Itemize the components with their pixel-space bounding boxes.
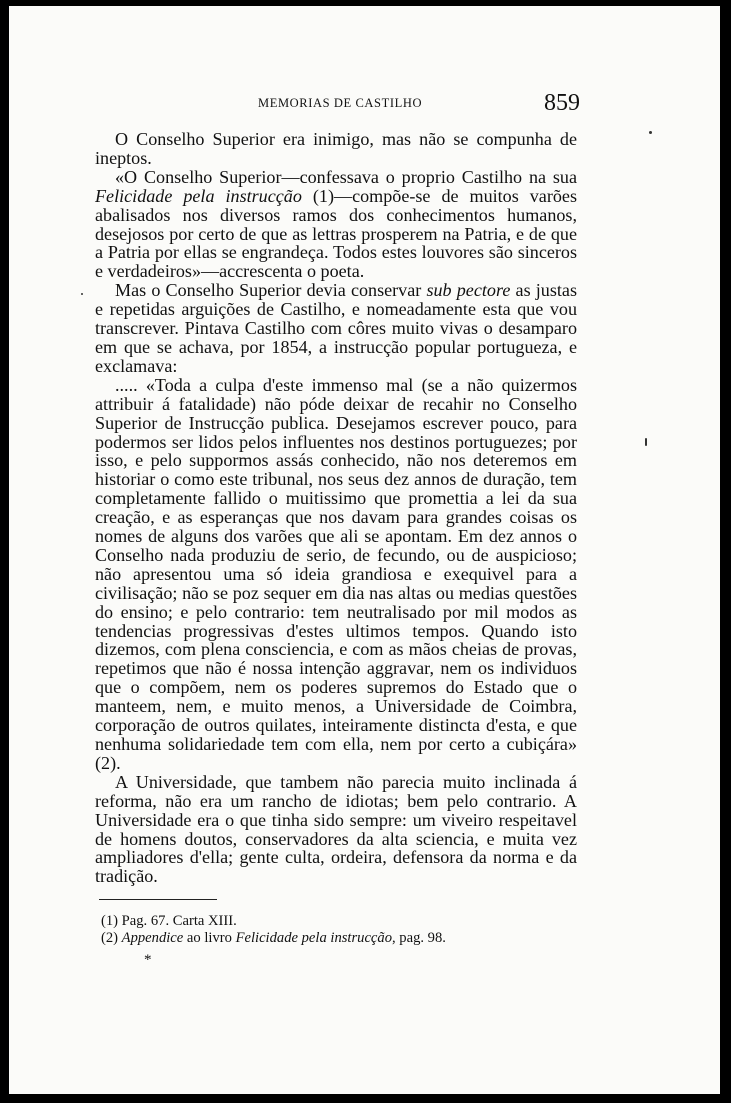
page-header bbox=[9, 90, 720, 120]
footnote-2-num: (2) bbox=[101, 930, 122, 946]
footnotes bbox=[101, 913, 571, 947]
book-title: Felicidade pela instrucção bbox=[95, 185, 302, 206]
paper-speck bbox=[649, 131, 652, 134]
footnote-divider bbox=[99, 899, 217, 900]
paragraph-2-text-a: «O Conselho Superior—confessava o proprio Castilho na sua bbox=[115, 166, 577, 187]
paragraph-3-text-a: Mas o Conselho Superior devia conservar bbox=[115, 280, 427, 301]
block-quote: ..... «Toda a culpa d'este immenso mal (se a não quizermos attribuir á fatalidade) não póde deixar de recahir no Conselho Superior de Instrucção publica. Desejamos escrever pouco, para podermos ser lidos pelos influentes nos destinos portuguezes; por isso, e pelo suppormos assás conhecido, não nos deteremos em historiar o como este tribunal, nos seus dez annos de duração, tem completamente fallido o muitissimo que promettia a lei da sua creação, e as esperanças que nos davam para grandes coisas os nomes de alguns dos varões que ali se apontam. Em dez annos o Conselho nada produziu de serio, de fecundo, ou de auspicioso; não apresentou uma só ideia grandiosa e exequivel para a civilisação; não se poz sequer em dia nas altas ou medias questões do ensino; e pelo contrario: tem neutralisado por mil modos as tendencias progressivas d'estes ultimos tempos. Quando isto dizemos, com plena consciencia, e com as mãos cheias de provas, repetimos que não é nossa intenção aggravar, nem os individuos que o compõem, nem os poderes supremos do Estado que o manteem, nem, e muito menos, a Universidade de Coimbra, corporação de outros quilates, inteiramente distincta d'esta, e que nenhuma solidariedade tem com ella, nem por certo a cubiçára» (2). bbox=[95, 374, 577, 773]
footnote-2-mid: ao livro bbox=[183, 930, 236, 946]
page-number: 859 bbox=[544, 90, 580, 116]
footnote-2 bbox=[101, 930, 571, 947]
latin-phrase: sub pectore bbox=[426, 280, 511, 301]
signature-mark: * bbox=[144, 952, 152, 968]
paper-speck bbox=[81, 293, 83, 295]
book-page bbox=[9, 6, 720, 1094]
footnote-1: (1) Pag. 67. Carta XIII. bbox=[101, 913, 237, 929]
paper-speck bbox=[645, 438, 647, 446]
paragraph-4: A Universidade, que tambem não parecia muito inclinada á reforma, não era um rancho de idiotas; bem pelo contrario. A Universidade era o que tinha sido sempre: um viveiro respeitavel de homens doutos, conservadores da alta sciencia, e muita vez ampliadores d'ella; gente culta, ordeira, defensora da norma e da tradição. bbox=[95, 771, 577, 887]
main-text bbox=[95, 130, 577, 886]
paragraph-2 bbox=[95, 168, 577, 281]
footnote-2-title-1: Appendice bbox=[121, 930, 184, 946]
paragraph-3-text-b: as justas e repetidas arguições de Castilho, e nomeadamente esta que vou transcrever. Pintava Castilho com côres muito vivas o desamparo em que se achava, por 1854, a instrucção popular portugueza, e exclamava: bbox=[95, 280, 577, 376]
running-head: MEMORIAS DE CASTILHO bbox=[258, 96, 423, 110]
footnote-2-end: , pag. 98. bbox=[392, 930, 446, 946]
paragraph-1: O Conselho Superior era inimigo, mas não se compunha de ineptos. bbox=[95, 129, 577, 168]
footnote-2-title-2: Felicidade pela instrucção bbox=[235, 930, 392, 946]
paragraph-3 bbox=[95, 281, 577, 376]
paragraph-2-text-b: (1)—compõe-se de muitos varões abalisados nos diversos ramos dos conhecimentos humanos, desejosos por certo de que as lettras prosperem na Patria, e de que a Patria por ellas se engrandeça. Todos estes louvores são sinceros e verdadeiros»—accrescenta o poeta. bbox=[95, 185, 577, 282]
